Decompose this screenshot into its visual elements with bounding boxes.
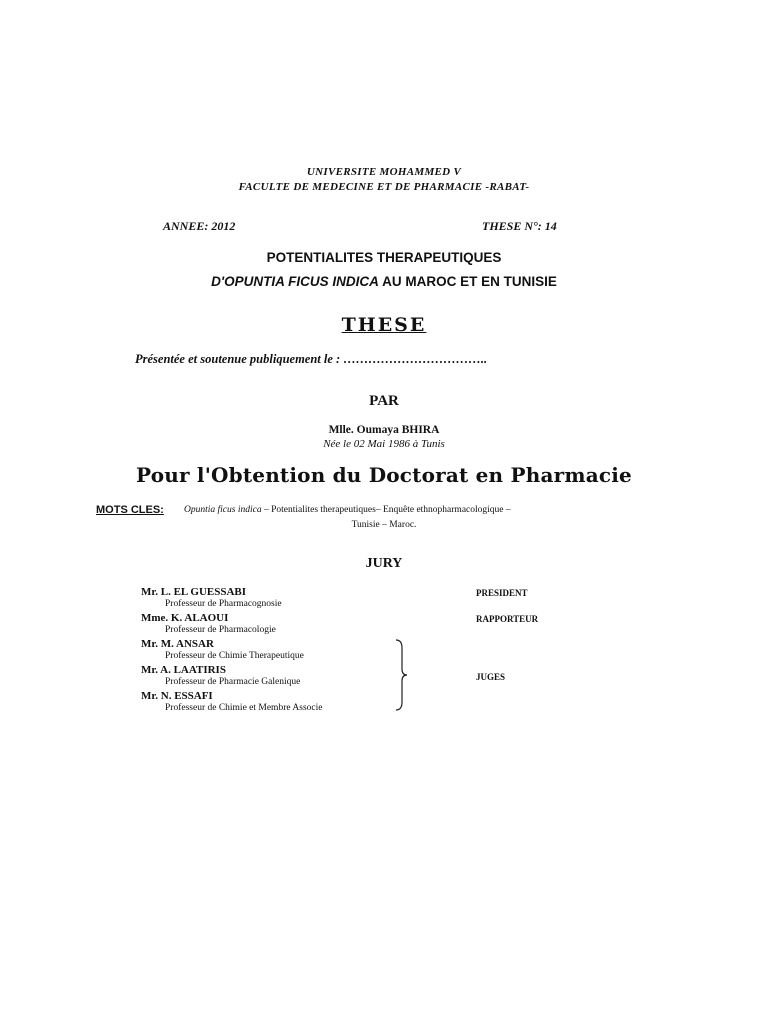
species-title: D'OPUNTIA FICUS INDICA xyxy=(211,274,379,289)
candidate-name: Mlle. Oumaya BHIRA xyxy=(328,424,440,436)
rapporteur-title: RAPPORTEUR xyxy=(476,614,539,624)
jury-member-role: Professeur de Chimie et Membre Associe xyxy=(165,703,323,713)
keywords-label: MOTS CLES: xyxy=(96,504,164,516)
jury-member-name: Mr. A. LAATIRIS xyxy=(141,664,226,676)
keywords-line2: Tunisie – Maroc. xyxy=(351,520,417,530)
academic-year: ANNEE: 2012 xyxy=(163,219,236,233)
jury-member-role: Professeur de Pharmacognosie xyxy=(165,599,282,609)
juges-title: JUGES xyxy=(476,672,506,682)
thesis-number: THESE N°: 14 xyxy=(482,219,557,233)
jury-brace xyxy=(394,639,408,711)
thesis-title-line1: POTENTIALITES THERAPEUTIQUES xyxy=(266,250,502,265)
jury-member-role: Professeur de Pharmacie Galenique xyxy=(165,677,301,687)
presentation-line: Présentée et soutenue publiquement le : …………………………….. xyxy=(135,352,488,366)
jury-member-name: Mr. M. ANSAR xyxy=(141,638,214,650)
jury-heading: JURY xyxy=(365,556,403,571)
candidate-birth: Née le 02 Mai 1986 à Tunis xyxy=(323,438,445,450)
keywords-species: Opuntia ficus indica xyxy=(184,505,262,515)
thesis-title-line2-rest: AU MAROC ET EN TUNISIE xyxy=(378,274,557,289)
university-name: UNIVERSITE MOHAMMED V xyxy=(306,166,462,178)
jury-member-name: Mr. N. ESSAFI xyxy=(141,690,213,702)
faculty-name: FACULTE DE MEDECINE ET DE PHARMACIE -RABAT- xyxy=(238,181,530,193)
degree-line: Pour l'Obtention du Doctorat en Pharmacie xyxy=(136,463,632,487)
jury-member-role: Professeur de Pharmacologie xyxy=(165,625,276,635)
jury-member-name: Mr. L. EL GUESSABI xyxy=(141,586,247,598)
keywords-line1 xyxy=(184,505,511,515)
thesis-title-line2 xyxy=(0,274,768,289)
par-heading: PAR xyxy=(369,393,399,409)
keywords-rest: – Potentialites therapeutiques– Enquête ethnopharmacologique – xyxy=(261,505,511,515)
these-heading: THESE xyxy=(341,314,427,336)
jury-member-name: Mme. K. ALAOUI xyxy=(141,612,229,624)
president-title: PRESIDENT xyxy=(476,588,528,598)
jury-member-role: Professeur de Chimie Therapeutique xyxy=(165,651,304,661)
